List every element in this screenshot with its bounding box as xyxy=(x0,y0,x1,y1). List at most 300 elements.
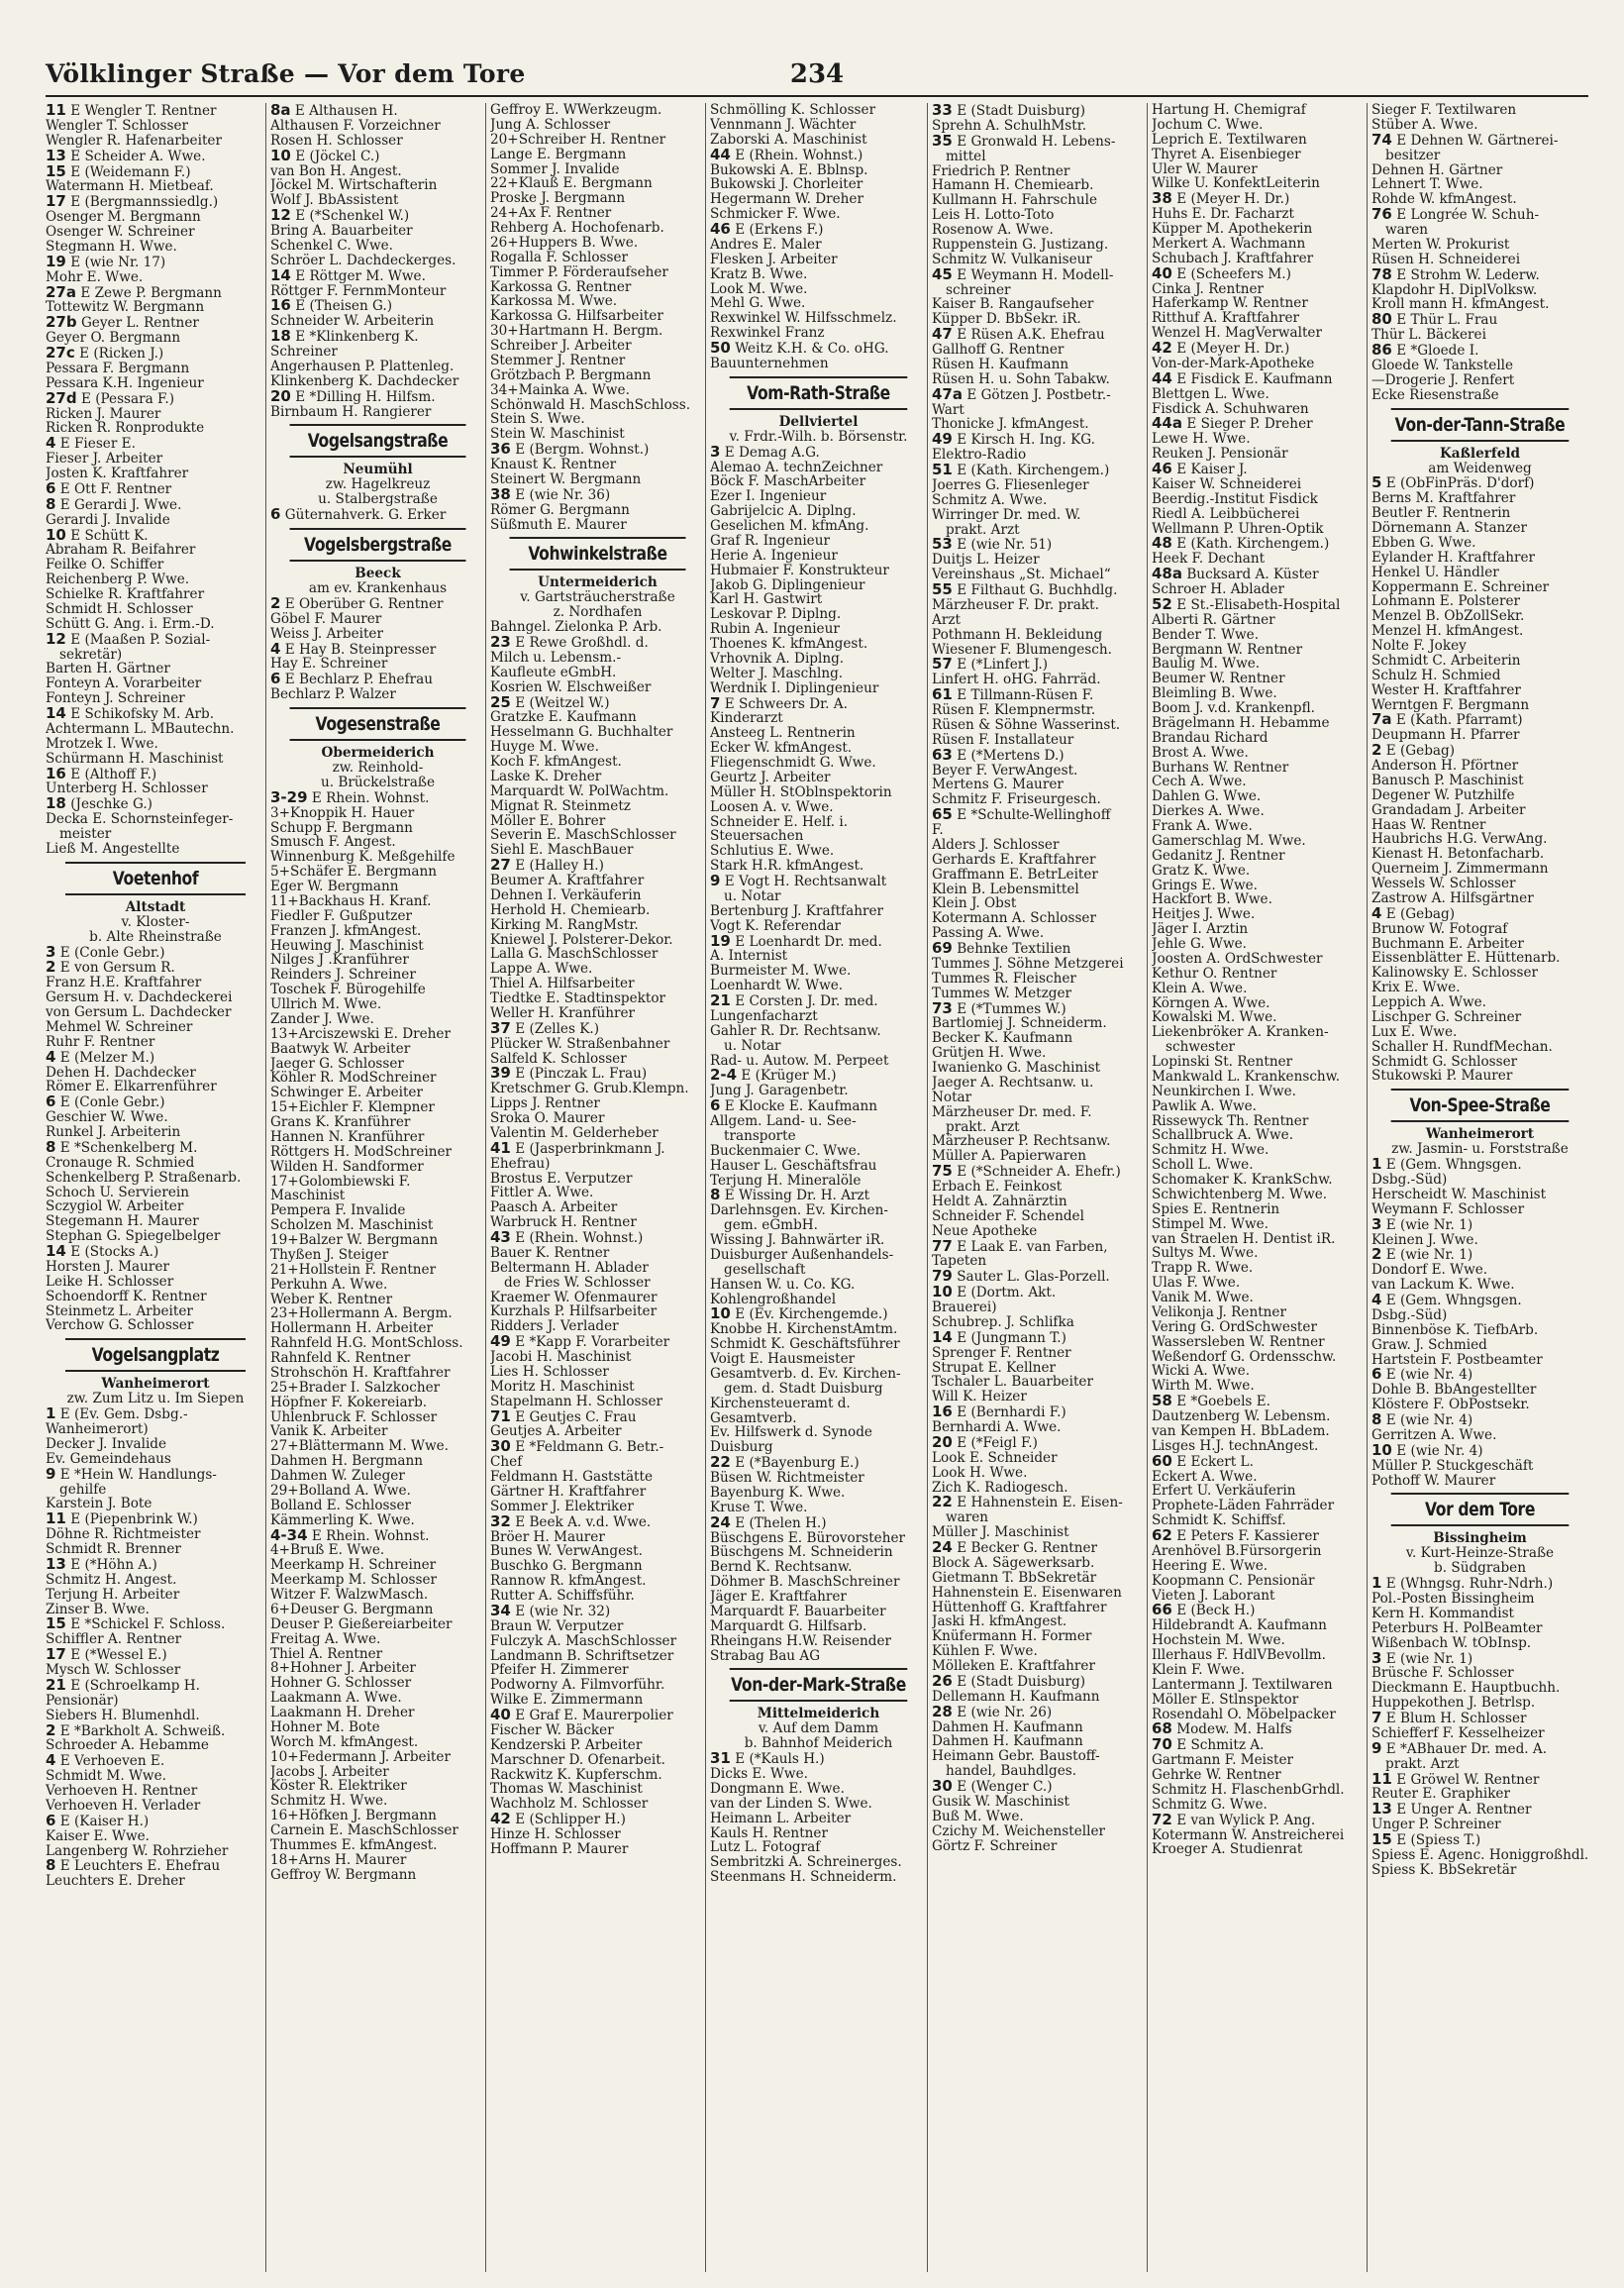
house-number: 8 xyxy=(46,1139,56,1156)
resident-entry: Geffroy E. WWerkzeugm. xyxy=(490,103,662,118)
resident-entry: 42 E (Schlipper H.) xyxy=(490,1812,626,1827)
resident-entry: Wirringer Dr. med. W. xyxy=(932,507,1081,523)
resident-entry: Lopinski St. Rentner xyxy=(1152,1055,1293,1070)
resident-entry: Grötzbach P. Bergmann xyxy=(490,367,652,383)
house-number: 43 xyxy=(490,1230,511,1246)
resident-entry: Wolf J. BbAssistent xyxy=(270,193,399,209)
resident-entry: Hochstein M. Wwe. xyxy=(1152,1633,1285,1648)
resident-entry: Lischper G. Schreiner xyxy=(1371,1009,1522,1025)
resident-entry: Hackfort B. Wwe. xyxy=(1152,892,1272,908)
resident-entry: prakt. Arzt xyxy=(946,1119,1020,1135)
resident-entry: Schlutius E. Wwe. xyxy=(710,844,835,860)
resident-entry: 46 E Kaiser J. xyxy=(1152,462,1248,477)
resident-entry: Süßmuth E. Maurer xyxy=(490,517,627,533)
resident-entry: Freitag A. Wwe. xyxy=(270,1631,381,1647)
resident-entry: Huhs E. Dr. Facharzt xyxy=(1152,207,1294,222)
house-number: 75 xyxy=(932,1164,953,1180)
house-number: 10 xyxy=(710,1306,731,1323)
resident-entry: Dierkes A. Wwe. xyxy=(1152,804,1265,819)
resident-entry: Hollermann H. Arbeiter xyxy=(270,1321,434,1337)
resident-entry: Iwanienko G. Maschinist xyxy=(932,1061,1101,1076)
resident-entry: Kraemer W. Ofenmaurer xyxy=(490,1290,658,1305)
directory-columns xyxy=(46,103,1588,2272)
resident-entry: 6 E Klocke E. Kaufmann xyxy=(710,1098,878,1114)
resident-entry: Toschek F. Bürogehilfe xyxy=(270,983,426,997)
resident-entry: Pothoff W. Maurer xyxy=(1371,1473,1496,1489)
street-heading: Vogelsangstraße xyxy=(290,424,466,458)
resident-entry: Schmicker F. Wwe. xyxy=(710,207,841,222)
resident-entry: Steinert W. Bergmann xyxy=(490,471,642,487)
resident-entry: Lehnert T. Wwe. xyxy=(1371,177,1483,193)
street-range: v. Kurt-Heinze-Straße xyxy=(1405,1545,1555,1562)
resident-entry: Leprich E. Textilwaren xyxy=(1152,132,1307,148)
resident-entry: Weber K. Rentner xyxy=(270,1292,393,1307)
street-range: zw. Jasmin- u. Forststraße xyxy=(1391,1141,1569,1158)
house-number: 6 xyxy=(46,1094,56,1111)
resident-entry: Rackwitz K. Kupferschm. xyxy=(490,1767,662,1783)
house-number: 8 xyxy=(46,496,56,513)
house-number: 13 xyxy=(1371,1802,1392,1819)
resident-entry: Joosten A. OrdSchwester xyxy=(1152,951,1323,967)
resident-entry: Hinze H. Schlosser xyxy=(490,1827,621,1842)
resident-entry: Deuser P. Gießereiarbeiter xyxy=(270,1616,453,1632)
resident-entry: Welter J. Maschlng. xyxy=(710,666,844,681)
resident-entry: Vering G. OrdSchwester xyxy=(1152,1319,1317,1335)
resident-entry: Buckenmaier C. Wwe. xyxy=(710,1143,862,1159)
resident-entry: Röttger F. FernmMonteur xyxy=(270,283,447,299)
resident-entry: 4 E (Gebag) xyxy=(1371,905,1456,922)
resident-entry: Schenkelberg P. Straßenarb. xyxy=(46,1170,242,1186)
resident-entry: Herie A. Ingenieur xyxy=(710,548,838,564)
resident-entry: 8+Hohner J. Arbeiter xyxy=(270,1661,416,1677)
resident-entry: Jaeger G. Schlosser xyxy=(270,1056,404,1072)
resident-entry: Perkuhn A. Wwe. xyxy=(270,1277,388,1293)
resident-entry: Pawlik A. Wwe. xyxy=(1152,1098,1257,1114)
resident-entry: Gersum H. v. Dachdeckerei xyxy=(46,990,233,1005)
resident-entry: 21 E Corsten J. Dr. med. xyxy=(710,993,878,1009)
resident-entry: 72 E van Wylick P. Ang. xyxy=(1152,1812,1316,1828)
resident-entry: Maschinist xyxy=(270,1189,346,1204)
house-number: 79 xyxy=(932,1269,953,1286)
resident-entry: Schmidt K. Schiffsf. xyxy=(1152,1513,1286,1528)
resident-entry: Laakmann H. Dreher xyxy=(270,1706,415,1720)
resident-entry: 4 E Verhoeven E. xyxy=(46,1753,165,1770)
resident-entry: Strabag Bau AG xyxy=(710,1648,821,1664)
resident-entry: Meerkamp H. Schreiner xyxy=(270,1558,437,1574)
resident-entry: Müller P. Stuckgeschäft xyxy=(1371,1458,1534,1474)
resident-entry: Schmidt M. Wwe. xyxy=(46,1769,166,1784)
resident-entry: van Bon H. Angest. xyxy=(270,163,402,179)
house-number: 68 xyxy=(1152,1721,1172,1738)
resident-entry: Dongmann E. Wwe. xyxy=(710,1781,845,1797)
house-number: 6 xyxy=(46,1813,56,1829)
house-number: 10 xyxy=(1371,1442,1392,1459)
resident-entry: 45 E Weymann H. Modell- xyxy=(932,266,1114,283)
resident-entry: Abraham R. Beifahrer xyxy=(46,543,196,559)
resident-entry: Hüttenhoff G. Kraftfahrer xyxy=(932,1600,1107,1615)
house-number: 24 xyxy=(932,1540,953,1556)
resident-entry: 55 E Filthaut G. Buchhdlg. xyxy=(932,582,1118,598)
resident-entry: Heuwing J. Maschinist xyxy=(270,938,424,954)
resident-entry: Dohle B. BbAngestellter xyxy=(1371,1383,1537,1399)
resident-entry: 40 E (Scheefers M.) xyxy=(1152,265,1291,282)
resident-entry: Banusch P. Maschinist xyxy=(1371,773,1524,788)
resident-entry: Landmann B. Schriftsetzer xyxy=(490,1648,674,1664)
resident-entry: Arzt xyxy=(932,612,961,628)
resident-entry: Will K. Heizer xyxy=(932,1390,1027,1405)
resident-entry: Erbach E. Feinkost xyxy=(932,1180,1063,1195)
resident-entry: Mysch W. Schlosser xyxy=(46,1663,181,1678)
resident-entry: Ruhr F. Rentner xyxy=(46,1034,155,1050)
resident-entry: Vieten J. Laborant xyxy=(1152,1588,1275,1604)
house-number: 38 xyxy=(1152,191,1172,208)
resident-entry: Gedanitz J. Rentner xyxy=(1152,848,1285,864)
street-heading: Vogelsbergstraße xyxy=(290,528,466,562)
resident-entry: 13 E (*Höhn A.) xyxy=(46,1556,157,1573)
resident-entry: Look H. Wwe. xyxy=(932,1465,1028,1481)
resident-entry: 9 E Vogt H. Rechtsanwalt xyxy=(710,874,887,889)
resident-entry: Bauer K. Rentner xyxy=(490,1245,610,1261)
street-range: b. Südgraben xyxy=(1434,1560,1526,1577)
resident-entry: Herhold H. Chemiearb. xyxy=(490,902,651,918)
resident-entry: Althausen F. Vorzeichner xyxy=(270,118,441,134)
resident-entry: Thummes E. kfmAngest. xyxy=(270,1837,438,1853)
resident-entry: Gratzke E. Kaufmann xyxy=(490,710,637,726)
house-number: 46 xyxy=(710,222,731,238)
resident-entry: Fieser J. Arbeiter xyxy=(46,452,163,467)
house-number: 16 xyxy=(270,298,291,315)
resident-entry: Jöckel M. Wirtschafterin xyxy=(270,178,438,194)
house-number: 48a xyxy=(1152,567,1182,582)
resident-entry: Kullmann H. Fahrschule xyxy=(932,193,1097,209)
page-header xyxy=(46,55,1588,97)
resident-entry: Heldt A. Zahnärztin xyxy=(932,1194,1067,1209)
resident-entry: 51 E (Kath. Kirchengem.) xyxy=(932,463,1110,478)
resident-entry: 30+Hartmann H. Bergm. xyxy=(490,324,663,339)
resident-entry: Arenhövel B.Fürsorgerin xyxy=(1152,1543,1322,1559)
resident-entry: Ließ M. Angestellte xyxy=(46,841,180,857)
resident-entry: Pessara K.H. Ingenieur xyxy=(46,375,204,391)
house-number: 8 xyxy=(1371,1412,1382,1428)
resident-entry: Schroeder A. Hebamme xyxy=(46,1738,209,1754)
resident-entry: Eger W. Bergmann xyxy=(270,880,399,894)
house-number: 8 xyxy=(710,1188,721,1204)
resident-entry: Brostus E. Verputzer xyxy=(490,1171,633,1187)
house-number: 25 xyxy=(490,694,511,711)
resident-entry: Paasch A. Arbeiter xyxy=(490,1200,618,1216)
resident-entry: Leuchters E. Dreher xyxy=(46,1874,185,1890)
district-name: Dellviertel xyxy=(778,413,859,430)
resident-entry: 6 E (Conle Gebr.) xyxy=(46,1094,165,1111)
resident-entry: Brüsche F. Schlosser xyxy=(1371,1666,1514,1682)
resident-entry: Boom J. v.d. Krankenpfl. xyxy=(1152,701,1315,716)
resident-entry: Dondorf E. Wwe. xyxy=(1371,1263,1488,1279)
resident-entry: Voigt E. Hausmeister xyxy=(710,1352,856,1367)
resident-entry: Steenmans H. Schneiderm. xyxy=(710,1870,897,1885)
resident-entry: Stegmann H. Wwe. xyxy=(46,239,177,255)
street-heading: Voetenhof xyxy=(65,862,246,895)
house-number: 42 xyxy=(490,1812,511,1827)
resident-entry: Graw. J. Schmied xyxy=(1371,1337,1487,1353)
resident-entry: Vogt K. Referendar xyxy=(710,918,841,934)
resident-entry: Hoffmann P. Maurer xyxy=(490,1841,629,1857)
resident-entry: Geutjes A. Arbeiter xyxy=(490,1424,622,1440)
resident-entry: 38 E (wie Nr. 36) xyxy=(490,486,611,503)
resident-entry: 15+Eichler F. Klempner xyxy=(270,1100,435,1115)
resident-entry: Wart xyxy=(932,402,964,418)
resident-entry: Reinders J. Schreiner xyxy=(270,968,416,984)
resident-entry: Dieckmann E. Hauptbuchh. xyxy=(1371,1681,1561,1697)
resident-entry: Huyge M. Wwe. xyxy=(490,740,599,755)
resident-entry: 79 Sauter L. Glas-Porzell. xyxy=(932,1269,1110,1286)
resident-entry: Sommer J. Elektriker xyxy=(490,1499,634,1514)
resident-entry: 8 E Leuchters E. Ehefrau xyxy=(46,1858,221,1875)
resident-entry: Osenger W. Schreiner xyxy=(46,225,195,240)
resident-entry: 46 E (Erkens F.) xyxy=(710,222,824,238)
house-number: 41 xyxy=(490,1140,511,1157)
resident-entry: Ebben G. Wwe. xyxy=(1371,535,1476,551)
resident-entry: Nolte F. Jokey xyxy=(1371,639,1467,654)
resident-entry: 73 E (*Tummes W.) xyxy=(932,1000,1066,1017)
column-2 xyxy=(265,103,485,2272)
house-number: 7 xyxy=(710,695,721,712)
resident-entry: Thiel A. Rentner xyxy=(270,1646,383,1662)
house-number: 3 xyxy=(46,944,56,961)
resident-entry: 2 E (wie Nr. 1) xyxy=(1371,1247,1473,1264)
house-number: 22 xyxy=(710,1455,731,1471)
resident-entry: Haubrichs H.G. VerwAng. xyxy=(1371,832,1548,848)
resident-entry: Kern H. Kommandist xyxy=(1371,1606,1515,1621)
resident-entry: Klein A. Wwe. xyxy=(1152,981,1248,996)
district-name: Neumühl xyxy=(343,462,413,478)
resident-entry: Lungenfacharzt xyxy=(710,1008,818,1024)
resident-entry: 63 E (*Mertens D.) xyxy=(932,747,1065,764)
resident-entry: Rannow R. kfmAngest. xyxy=(490,1574,647,1589)
house-number: 9 xyxy=(46,1466,56,1483)
resident-entry: Gusik W. Maschinist xyxy=(932,1794,1069,1810)
resident-entry: Feilke O. Schiffer xyxy=(46,558,164,573)
resident-entry: transporte xyxy=(724,1128,796,1144)
resident-entry: gesellschaft xyxy=(724,1262,806,1278)
house-number: 28 xyxy=(932,1704,953,1720)
district-name: Altstadt xyxy=(125,898,186,915)
resident-entry: Steuersachen xyxy=(710,829,804,845)
house-number: 76 xyxy=(1371,207,1392,223)
resident-entry: Klein J. Obst xyxy=(932,896,1017,912)
resident-entry: Zinser B. Wwe. xyxy=(46,1602,150,1617)
resident-entry: Bukowski J. Chorleiter xyxy=(710,177,863,193)
resident-entry: Erfert U. Verkäuferin xyxy=(1152,1484,1296,1500)
resident-entry: Grans K. Kranführer xyxy=(270,1115,411,1130)
resident-entry: Kaiser B. Rangaufseher xyxy=(932,297,1094,313)
resident-entry: Schubrep. J. Schlifka xyxy=(932,1314,1074,1330)
resident-entry: 24 E Becker G. Rentner xyxy=(932,1540,1098,1556)
house-number: 49 xyxy=(490,1334,511,1350)
resident-entry: Döhmer B. MaschSchreiner xyxy=(710,1575,900,1590)
resident-entry: 38 E (Meyer H. Dr.) xyxy=(1152,191,1290,208)
resident-entry: Geurtz J. Arbeiter xyxy=(710,770,831,785)
resident-entry: Kleinen J. Wwe. xyxy=(1371,1232,1478,1248)
resident-entry: 43 E (Rhein. Wohnst.) xyxy=(490,1230,644,1246)
resident-entry: Möller E. Bohrer xyxy=(490,813,606,829)
resident-entry: Schoch U. Servierein xyxy=(46,1185,189,1200)
resident-entry: Döhne R. Richtmeister xyxy=(46,1527,201,1542)
resident-entry: Mertens G. Maurer xyxy=(932,778,1064,793)
resident-entry: Buchmann E. Arbeiter xyxy=(1371,936,1524,952)
resident-entry: 2 E (Gebag) xyxy=(1371,743,1456,759)
house-number: 15 xyxy=(46,1616,66,1633)
house-number: 55 xyxy=(932,582,953,598)
house-number: 14 xyxy=(270,267,291,284)
resident-entry: 18+Arns H. Maurer xyxy=(270,1852,407,1868)
resident-entry: Kruse T. Wwe. xyxy=(710,1500,808,1515)
resident-entry: 24 E (Thelen H.) xyxy=(710,1514,827,1531)
house-number: 86 xyxy=(1371,343,1392,359)
resident-entry: Schönwald H. MaschSchloss. xyxy=(490,397,691,413)
resident-entry: Tottewitz W. Bergmann xyxy=(46,300,205,316)
resident-entry: schwester xyxy=(1166,1040,1236,1055)
street-range: am ev. Krankenhaus xyxy=(308,580,448,596)
resident-entry: Siebers H. Blumenhdl. xyxy=(46,1708,200,1723)
resident-entry: Fulczyk A. MaschSchlosser xyxy=(490,1633,677,1649)
resident-entry: 34 E (wie Nr. 32) xyxy=(490,1603,611,1619)
resident-entry: Huppekothen J. Betrlsp. xyxy=(1371,1696,1536,1711)
resident-entry: Merkert A. Wachmann xyxy=(1152,236,1306,252)
resident-entry: Gloede W. Tankstelle xyxy=(1371,358,1514,373)
resident-entry: Buschko G. Bergmann xyxy=(490,1559,643,1575)
house-number: 6 xyxy=(270,672,281,688)
house-number: 12 xyxy=(270,208,291,224)
resident-entry: Wengler T. Schlosser xyxy=(46,118,188,134)
resident-entry: Grandadam J. Arbeiter xyxy=(1371,802,1526,818)
resident-entry: Schielke R. Kraftfahrer xyxy=(46,587,205,602)
house-number: 31 xyxy=(710,1751,731,1767)
resident-entry: Schiefferf F. Kesselheizer xyxy=(1371,1725,1545,1741)
resident-entry: Jehle G. Wwe. xyxy=(1152,937,1247,952)
resident-entry: Kowalski M. Wwe. xyxy=(1152,1010,1277,1026)
resident-entry: 4-34 E Rhein. Wohnst. xyxy=(270,1527,430,1544)
house-number: 6 xyxy=(710,1098,721,1114)
house-number: 77 xyxy=(932,1238,953,1255)
house-number: 57 xyxy=(932,657,953,674)
resident-entry: 16+Höfken J. Bergmann xyxy=(270,1809,437,1823)
resident-entry: Rheingans H.W. Reisender xyxy=(710,1633,892,1649)
resident-entry: Strupat E. Kellner xyxy=(932,1360,1057,1376)
street-range: u. Brückelstraße xyxy=(320,774,436,790)
resident-entry: 4 E Hay B. Steinpresser xyxy=(270,641,437,658)
resident-entry: Kotermann W. Anstreicherei xyxy=(1152,1827,1345,1843)
resident-entry: Rahnfeld H.G. MontSchloss. xyxy=(270,1336,463,1351)
resident-entry: Müller J. Maschinist xyxy=(932,1525,1069,1540)
resident-entry: 52 E St.-Elisabeth-Hospital xyxy=(1152,596,1341,613)
resident-entry: Schmidt R. Brenner xyxy=(46,1542,181,1557)
resident-entry: Märzheuser F. Dr. prakt. xyxy=(932,597,1099,613)
resident-entry: Fisdick A. Schuhwaren xyxy=(1152,401,1309,417)
resident-entry: Wassersleben W. Rentner xyxy=(1152,1334,1325,1350)
resident-entry: 27 E (Halley H.) xyxy=(490,858,604,874)
resident-entry: van der Linden S. Wwe. xyxy=(710,1796,872,1812)
resident-entry: Wilke U. KonfektLeiterin xyxy=(1152,176,1320,192)
resident-entry: 2 E *Barkholt A. Schweiß. xyxy=(46,1722,226,1739)
resident-entry: Hohner G. Schlosser xyxy=(270,1676,412,1692)
resident-entry: Schneider E. Helf. i. xyxy=(710,814,849,830)
house-number: 38 xyxy=(490,486,511,503)
street-heading: Vor dem Tore xyxy=(1391,1493,1570,1526)
house-number: 61 xyxy=(932,687,953,703)
resident-entry: Röttgers H. ModSchreiner xyxy=(270,1144,453,1160)
district-name: Mittelmeiderich xyxy=(757,1706,880,1722)
resident-entry: 4 E Fieser E. xyxy=(46,436,136,453)
resident-entry: Dehnen H. Gärtner xyxy=(1371,162,1503,178)
resident-entry: 31 E (*Kauls H.) xyxy=(710,1751,825,1767)
resident-entry: 6 E (wie Nr. 4) xyxy=(1371,1367,1473,1384)
resident-entry: Weiss J. Arbeiter xyxy=(270,626,383,642)
resident-entry: Deupmann H. Pfarrer xyxy=(1371,728,1520,744)
resident-entry: Stein W. Maschinist xyxy=(490,427,625,443)
resident-entry: 14 E (Stocks A.) xyxy=(46,1244,159,1260)
resident-entry: Jäger I. Ärztin xyxy=(1152,922,1249,937)
house-number: 8a xyxy=(270,103,291,119)
resident-entry: Stegemann H. Maurer xyxy=(46,1214,199,1230)
resident-entry: Herscheidt W. Maschinist xyxy=(1371,1187,1547,1202)
resident-entry: 62 E Peters F. Kassierer xyxy=(1152,1528,1319,1544)
resident-entry: 20+Schreiber H. Rentner xyxy=(490,132,666,148)
resident-entry: Wirth M. Wwe. xyxy=(1152,1379,1255,1395)
resident-entry: Wellmann P. Uhren-Optik xyxy=(1152,521,1324,537)
resident-entry: Jung A. Schlosser xyxy=(490,117,611,133)
resident-entry: Gesamtverb. xyxy=(710,1410,797,1426)
resident-entry: Alberti R. Gärtner xyxy=(1152,612,1275,628)
resident-entry: 11 E Gröwel W. Rentner xyxy=(1371,1771,1540,1788)
district-name: Beeck xyxy=(355,566,401,581)
resident-entry: Dahmen W. Zuleger xyxy=(270,1469,405,1484)
resident-entry: Schreiber J. Arbeiter xyxy=(490,339,632,354)
resident-entry: Dellemann H. Kaufmann xyxy=(932,1689,1100,1705)
resident-entry: Velikonja J. Rentner xyxy=(1152,1304,1286,1320)
resident-entry: Köhler R. ModSchreiner xyxy=(270,1071,437,1087)
running-title: Völklinger Straße — Vor dem Tore xyxy=(46,59,526,88)
resident-entry: Büsen W. Richtmeister xyxy=(710,1471,864,1486)
resident-entry: Laske K. Dreher xyxy=(490,769,602,784)
resident-entry: Dahmen H. Bergmann xyxy=(270,1454,424,1469)
resident-entry: Küpper M. Apothekerin xyxy=(1152,222,1313,237)
resident-entry: Neunkirchen I. Wwe. xyxy=(1152,1084,1297,1099)
resident-entry: 27b Geyer L. Rentner xyxy=(46,315,199,332)
resident-entry: Passing A. Wwe. xyxy=(932,926,1045,941)
resident-entry: Haas W. Rentner xyxy=(1371,817,1486,833)
resident-entry: Marquardt W. PolWachtm. xyxy=(490,783,669,799)
resident-entry: Bauunternehmen xyxy=(710,356,829,371)
resident-entry: Büschgens E. Bürovorsteher xyxy=(710,1530,906,1546)
resident-entry: 44 E Fisdick E. Kaufmann xyxy=(1152,370,1333,387)
resident-entry: Nilges J .Kranführer xyxy=(270,953,409,969)
resident-entry: Schenkel C. Wwe. xyxy=(270,238,393,254)
resident-entry: Bahngel. Zielonka P. Arb. xyxy=(490,620,662,635)
resident-entry: Smusch F. Angest. xyxy=(270,835,396,851)
house-number: 3 xyxy=(1371,1650,1382,1667)
resident-entry: Jacobi H. Maschinist xyxy=(490,1350,632,1365)
resident-entry: Kroeger A. Studienrat xyxy=(1152,1842,1303,1858)
resident-entry: Hegermann W. Dreher xyxy=(710,192,863,208)
resident-entry: Prophete-Läden Fahrräder xyxy=(1152,1499,1335,1514)
house-number: 22 xyxy=(932,1495,953,1511)
resident-entry: Look M. Wwe. xyxy=(710,281,808,297)
resident-entry: Spies E. Rentnerin xyxy=(1152,1201,1280,1217)
house-number: 63 xyxy=(932,747,953,764)
resident-entry: 6+Deuser G. Bergmann xyxy=(270,1602,434,1617)
resident-entry: Lalla G. MaschSchlosser xyxy=(490,947,659,963)
resident-entry: Kirchensteueramt d. xyxy=(710,1396,851,1411)
